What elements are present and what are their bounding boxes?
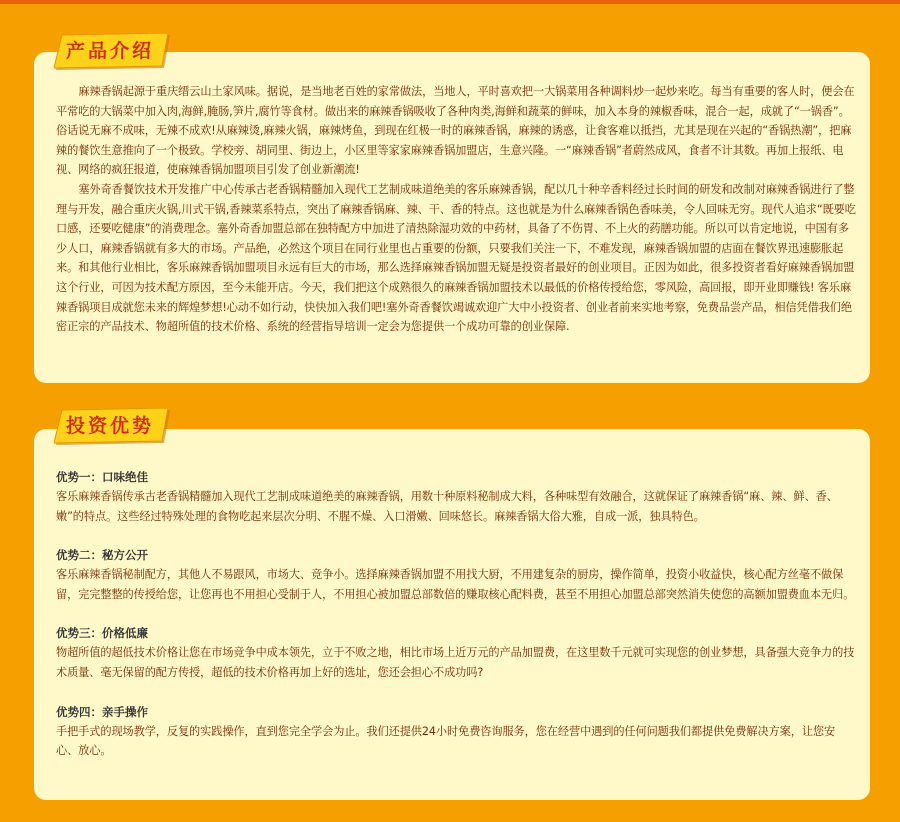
advantage-body: 物超所值的超低技术价格让您在市场竞争中成本领先，立于不败之地，相比市场上近万元的产品加盟费，在这里数千元就可实现您的创业梦想，具备强大竞争力的技术质量、毫无保留的配方传授，超低的技术价格再加上好的选址，您还会担心不成功吗? [56, 646, 855, 679]
investment-advantages-title: 投资优势 [65, 415, 154, 437]
advantage-body: 客乐麻辣香锅传承古老香锅精髓加入现代工艺制成味道绝美的麻辣香锅，用数十种原料秘制成大料，各种味型有效融合，这就保证了麻辣香锅“麻、辣、鲜、香、嫩”的特点。这些经过特殊处理的食物吃起来层次分明、不腥不燥、入口滑嫩、回味悠长。麻辣香锅大俗大雅，自成一派，独具特色。 [56, 490, 838, 523]
advantage-heading: 优势三：价格低廉 [56, 626, 148, 641]
product-intro-title-tab [54, 33, 172, 71]
advantage-body: 手把手式的现场教学，反复的实践操作，直到您完全学会为止。我们还提供24小时免费咨询服务，您在经营中遇到的任何问题我们都提供免费解决方案，让您安心、放心。 [56, 724, 836, 758]
product-intro-panel [34, 52, 870, 383]
product-intro-title: 产品介绍 [65, 40, 154, 62]
investment-advantages-title-tab [54, 408, 172, 446]
advantage-heading: 优势四：亲手操作 [56, 704, 148, 719]
advantage-item [56, 702, 856, 761]
advantage-heading: 优势二：秘方公开 [56, 548, 148, 563]
advantage-item [56, 467, 856, 526]
advantage-body: 客乐麻辣香锅秘制配方，其他人不易跟风，市场大、竞争小。选择麻辣香锅加盟不用找大厨，不用建复杂的厨房，操作简单，投资小收益快，核心配方丝毫不做保留，完完整整的传授给您，让您再也不用担心受制于人，不用担心被加盟总部数倍的赚取核心配料费，甚至不用担心加盟总部突然消失使您的高额加盟费血本无归。 [56, 568, 855, 601]
top-accent-rule [0, 0, 900, 4]
advantage-heading: 优势一：口味绝佳 [56, 470, 148, 484]
investment-advantages-panel [34, 429, 870, 800]
advantage-item [56, 545, 856, 604]
intro-paragraph-1: 麻辣香锅起源于重庆缙云山土家风味。据说，是当地老百姓的家常做法，当地人，平时喜欢把一大锅菜用各种调料炒一起炒来吃。每当有重要的客人时，便会在平常吃的大锅菜中加入肉,海鲜,腌肠,笋片,腐竹等食材。做出来的麻辣香锅吸收了各种肉类,海鲜和蔬菜的鲜味，加入本身的辣椒香味，混合一起，成就了“一锅香”。俗话说无麻不成味，无辣不成欢!从麻辣烫,麻辣火锅，麻辣烤鱼，到现在红极一时的麻辣香锅，麻辣的诱惑，让食客难以抵挡，尤其是现在兴起的“香锅热潮”，把麻辣的餐饮生意推向了一个极致。学校旁、胡同里、街边上，小区里等家家麻辣香锅加盟店，生意兴隆。一“麻辣香锅”者蔚然成风，食者不计其数。再加上报纸、电视、网络的疯狂报道，使麻辣香锅加盟项目引发了创业新潮流! [56, 85, 855, 177]
advantage-item [56, 623, 856, 682]
intro-paragraph-2: 塞外奇香餐饮技术开发推广中心传承古老香锅精髓加入现代工艺制成味道绝美的客乐麻辣香锅，配以几十种辛香料经过长时间的研发和改制对麻辣香锅进行了整理与开发，融合重庆火锅,川式干锅,香辣菜系特点，突出了麻辣香锅麻、辣、干、香的特点。这也就是为什么麻辣香锅色香味美，令人回味无穷。现代人追求“既要吃口感，还要吃健康”的消费理念。塞外奇香加盟总部在独特配方中加进了清热除湿功效的中药材，具备了不伤胃、不上火的药膳功能。所以可以肯定地说，中国有多少人口，麻辣香锅就有多大的市场。产品绝，必然这个项目在同行业里也占重要的份额，只要我们关注一下，不难发现，麻辣香锅加盟的店面在餐饮界迅速膨胀起来。和其他行业相比，客乐麻辣香锅加盟项目永远有巨大的市场，那么选择麻辣香锅加盟无疑是投资者最好的创业项目。正因为如此，很多投资者看好麻辣香锅加盟这个行业，可因为技术配方原因，至今未能开店。今天，我们把这个成熟很久的麻辣香锅加盟技术以最低的价格传授给您，零风险，高回报，即开业即赚钱! 客乐麻辣香锅项目成就您未来的辉煌梦想!心动不如行动，快快加入我们吧!塞外奇香餐饮竭诚欢迎广大中小投资者、创业者前来实地考察，免费品尝产品，相信凭借我们绝密正宗的产品技术、物超所值的技术价格、系统的经营指导培训一定会为您提供一个成功可靠的创业保障. [56, 182, 856, 334]
